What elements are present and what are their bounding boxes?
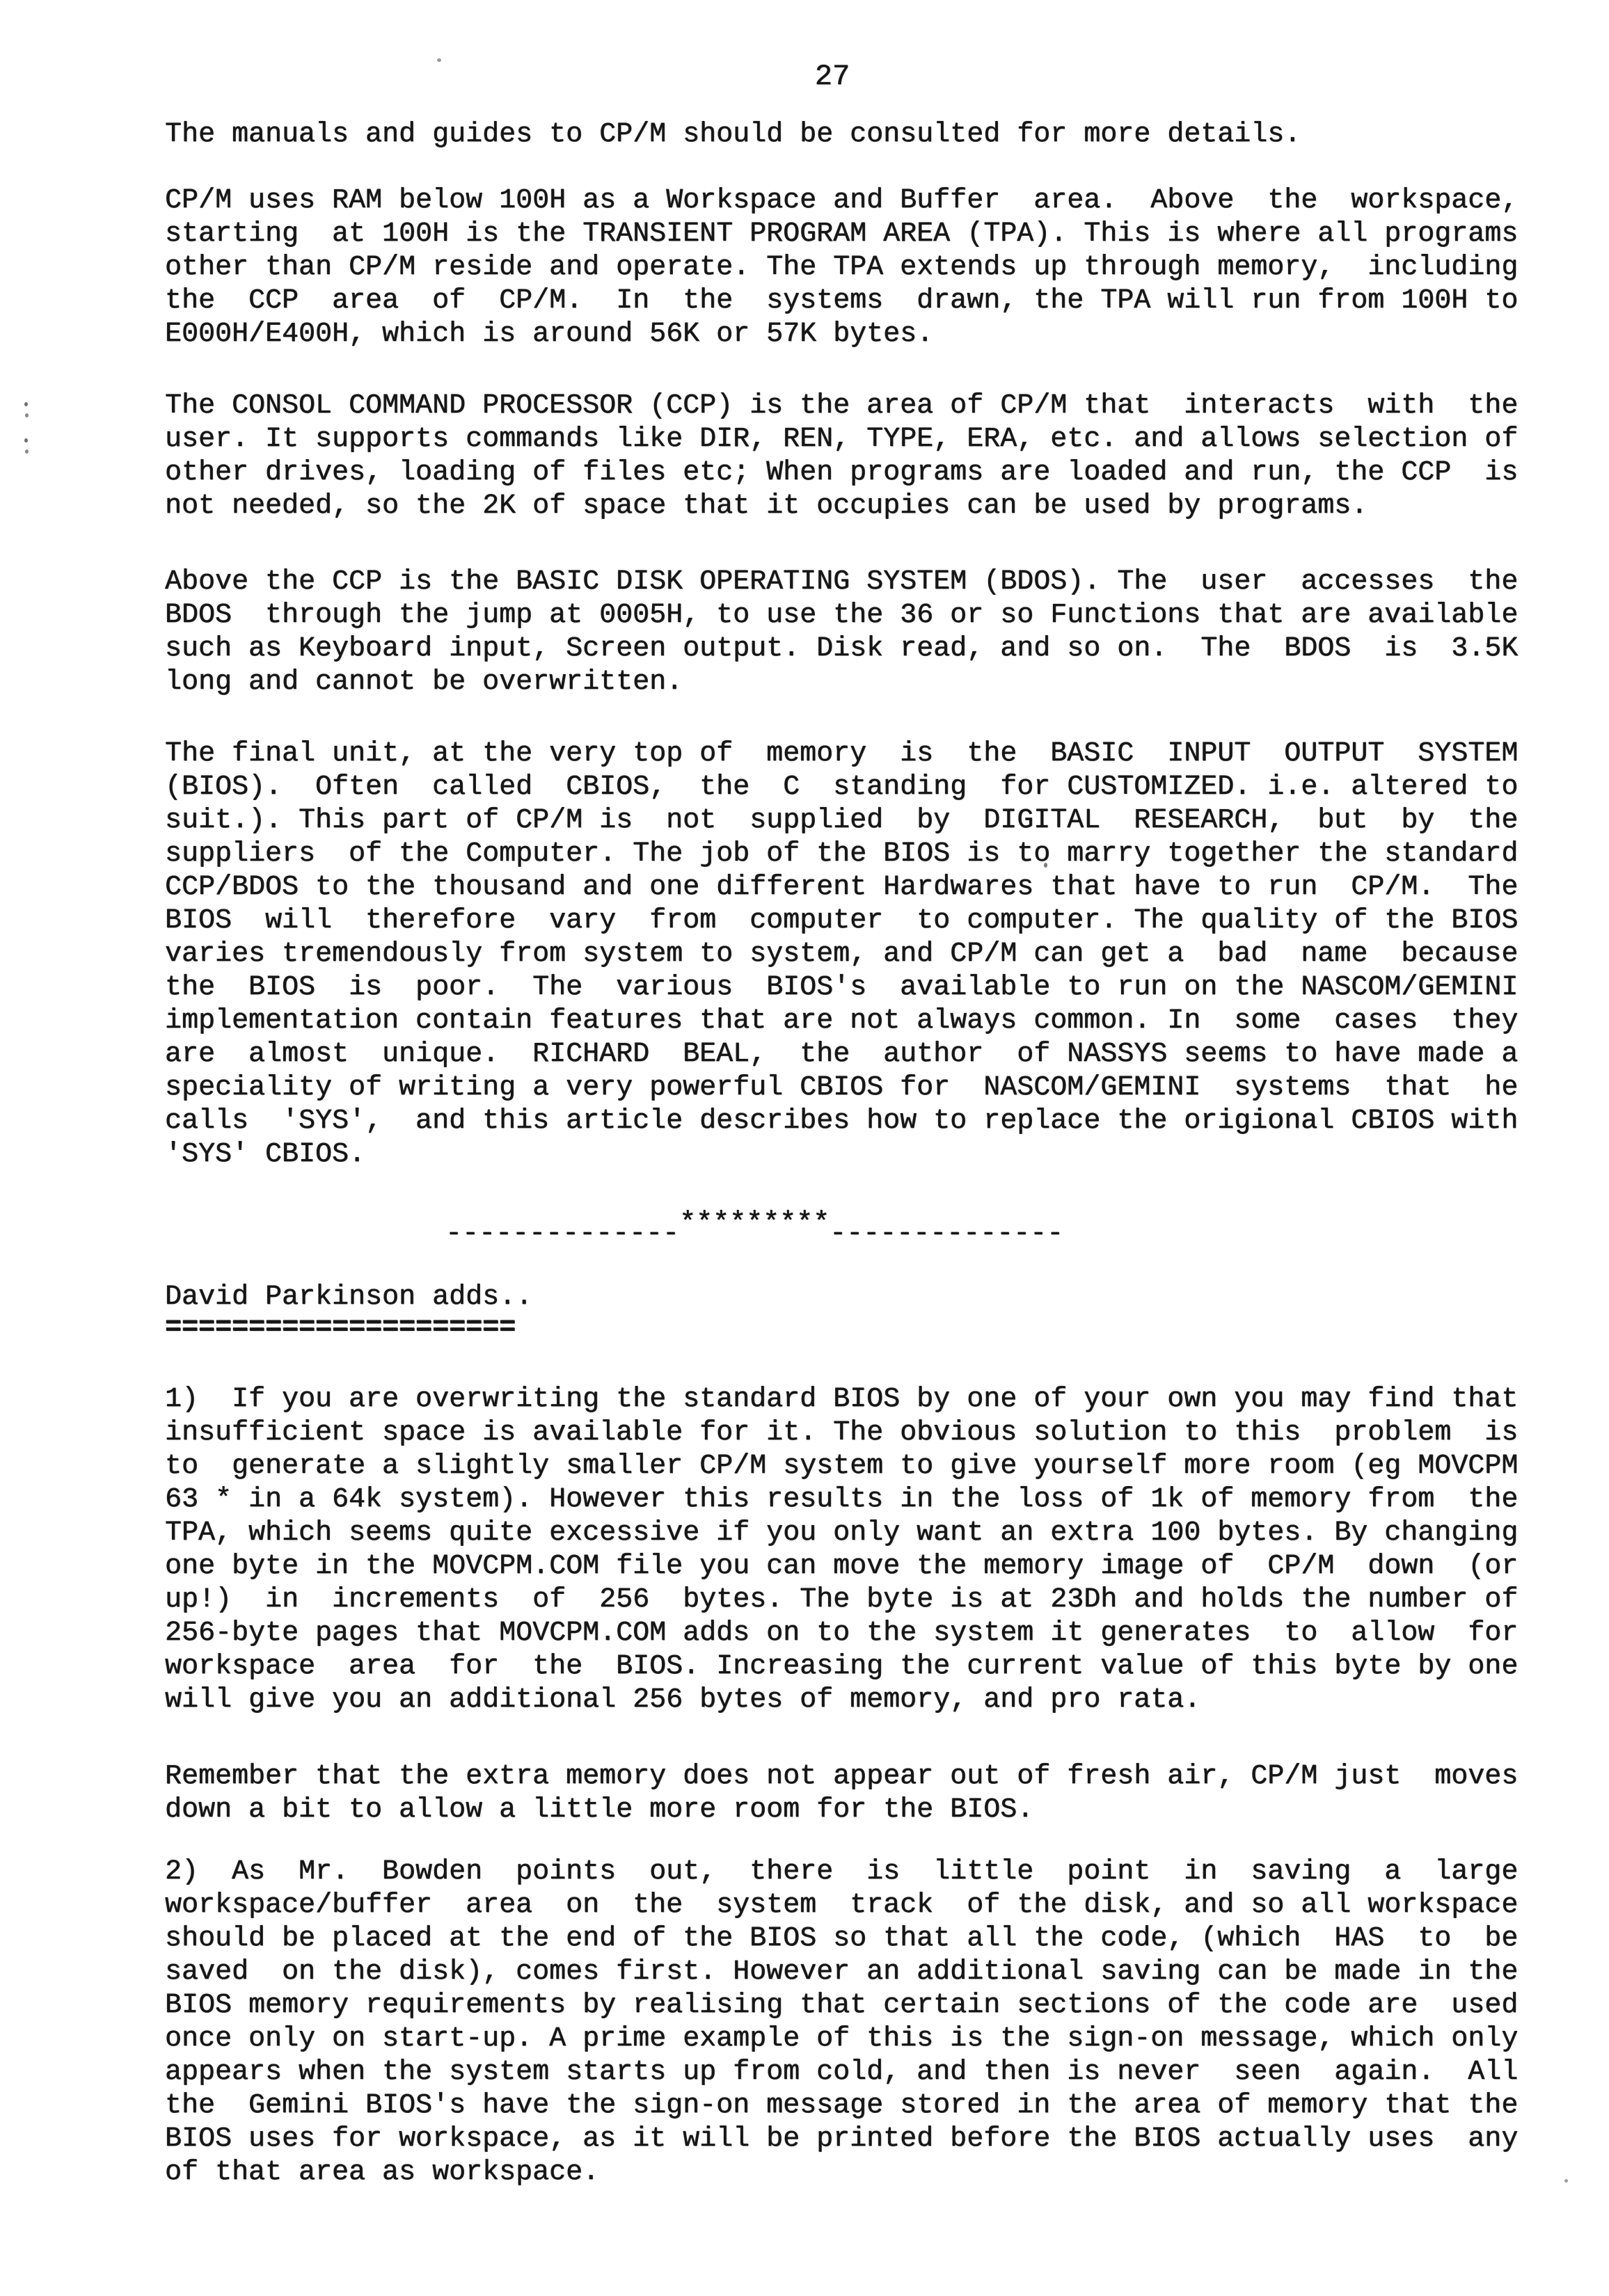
text-line: one byte in the MOVCPM.COM file you can move the memory image of CP/M down (or	[165, 1551, 1519, 1582]
text-line: BIOS memory requirements by realising that certain sections of the code are used	[165, 1990, 1519, 2021]
paragraph-ccp	[165, 390, 1550, 523]
text-line: Remember that the extra memory does not appear out of fresh air, CP/M just moves	[165, 1761, 1519, 1792]
text-line: The CONSOL COMMAND PROCESSOR (CCP) is the area of CP/M that interacts with the	[165, 390, 1519, 422]
scan-artifact	[24, 402, 28, 406]
scan-artifact	[24, 438, 28, 443]
text-line: the Gemini BIOS's have the sign-on message stored in the area of memory that the	[165, 2090, 1519, 2121]
separator-dashes-right: --------------	[830, 1218, 1064, 1250]
text-line: saved on the disk), comes first. However an additional saving can be made in the	[165, 1956, 1519, 1988]
text-line: the BIOS is poor. The various BIOS's available to run on the NASCOM/GEMINI	[165, 972, 1519, 1003]
text-line: other than CP/M reside and operate. The TPA extends up through memory, including	[165, 252, 1519, 283]
text-line: TPA, which seems quite excessive if you only want an extra 100 bytes. By changing	[165, 1517, 1519, 1549]
page-number: 27	[814, 60, 850, 93]
paragraph-note-1	[165, 1383, 1550, 1717]
text-line: CCP/BDOS to the thousand and one different Hardwares that have to run CP/M. The	[165, 872, 1519, 903]
text-line: insufficient space is available for it. The obvious solution to this problem is	[165, 1417, 1519, 1449]
text-line: The final unit, at the very top of memory is the BASIC INPUT OUTPUT SYSTEM	[165, 738, 1519, 770]
text-line: starting at 100H is the TRANSIENT PROGRAM AREA (TPA). This is where all programs	[165, 218, 1519, 250]
text-line: 1) If you are overwriting the standard BIOS by one of your own you may find that	[165, 1384, 1519, 1415]
text-line: once only on start-up. A prime example of this is the sign-on message, which only	[165, 2023, 1519, 2055]
addendum-heading	[165, 1282, 1550, 1344]
text-line: the CCP area of CP/M. In the systems drawn, the TPA will run from 100H to	[165, 285, 1519, 317]
text-line: BDOS through the jump at 0005H, to use the 36 or so Functions that are available	[165, 600, 1519, 631]
text-line: varies tremendously from system to system, and CP/M can get a bad name because	[165, 939, 1519, 970]
paragraph-note-2	[165, 1856, 1550, 2190]
text-line: 'SYS' CBIOS.	[165, 1139, 366, 1170]
text-line: 2) As Mr. Bowden points out, there is little point in saving a large	[165, 1856, 1519, 1888]
text-line: user. It supports commands like DIR, REN, TYPE, ERA, etc. and allows selection of	[165, 424, 1519, 455]
text-line: calls 'SYS', and this article describes how to replace the origional CBIOS with	[165, 1106, 1519, 1137]
paragraph-intro	[165, 118, 1550, 152]
text-line: of that area as workspace.	[165, 2157, 600, 2188]
scan-artifact	[25, 413, 29, 417]
document-body	[165, 118, 1550, 2190]
text-line: The manuals and guides to CP/M should be consulted for more details.	[165, 119, 1301, 150]
text-line: suit.). This part of CP/M is not supplied by DIGITAL RESEARCH, but by the	[165, 805, 1519, 836]
text-line: will give you an additional 256 bytes of memory, and pro rata.	[165, 1684, 1201, 1716]
text-line: to generate a slightly smaller CP/M system to give yourself more room (eg MOVCPM	[165, 1451, 1519, 1482]
paragraph-bdos	[165, 566, 1550, 699]
text-line: down a bit to allow a little more room for the BIOS.	[165, 1794, 1034, 1826]
scan-artifact	[25, 449, 29, 454]
separator-dashes-left: --------------	[445, 1218, 680, 1250]
text-line: up!) in increments of 256 bytes. The byte is at 23Dh and holds the number of	[165, 1584, 1519, 1616]
text-line: (BIOS). Often called CBIOS, the C standing for CUSTOMIZED. i.e. altered to	[165, 772, 1519, 803]
text-line: workspace/buffer area on the system track of the disk, and so all workspace	[165, 1890, 1519, 1921]
text-line: appears when the system starts up from cold, and then is never seen again. All	[165, 2057, 1519, 2088]
scan-artifact	[1564, 2179, 1568, 2183]
text-line: suppliers of the Computer. The job of the BIOS is to marry together the standard	[165, 838, 1519, 870]
text-line: long and cannot be overwritten.	[165, 667, 683, 698]
text-line: implementation contain features that are not always common. In some cases they	[165, 1005, 1519, 1037]
text-line: speciality of writing a very powerful CBIOS for NASCOM/GEMINI systems that he	[165, 1072, 1519, 1103]
addendum-title: David Parkinson adds..	[165, 1282, 533, 1313]
addendum-underline: =====================	[165, 1312, 516, 1344]
text-line: not needed, so the 2K of space that it occupies can be used by programs.	[165, 491, 1368, 522]
section-separator	[165, 1208, 1550, 1251]
text-line: 63 * in a 64k system). However this results in the loss of 1k of memory from the	[165, 1484, 1519, 1515]
text-line: Above the CCP is the BASIC DISK OPERATING SYSTEM (BDOS). The user accesses the	[165, 566, 1519, 598]
text-line: such as Keyboard input, Screen output. Disk read, and so on. The BDOS is 3.5K	[165, 633, 1519, 664]
paragraph-bios	[165, 738, 1550, 1172]
paragraph-workspace-tpa	[165, 184, 1550, 351]
separator-stars: *********	[679, 1208, 830, 1239]
paragraph-remember	[165, 1760, 1550, 1827]
text-line: BIOS uses for workspace, as it will be printed before the BIOS actually uses any	[165, 2123, 1519, 2155]
text-line: workspace area for the BIOS. Increasing the current value of this byte by one	[165, 1651, 1519, 1682]
text-line: BIOS will therefore vary from computer to computer. The quality of the BIOS	[165, 905, 1519, 936]
text-line: E000H/E400H, which is around 56K or 57K bytes.	[165, 319, 934, 350]
text-line: CP/M uses RAM below 100H as a Workspace and Buffer area. Above the workspace,	[165, 185, 1519, 216]
text-line: other drives, loading of files etc; When programs are loaded and run, the CCP is	[165, 457, 1519, 488]
separator-line	[445, 1208, 1550, 1251]
text-line: should be placed at the end of the BIOS so that all the code, (which HAS to be	[165, 1923, 1519, 1954]
scan-artifact	[437, 58, 441, 62]
text-line: are almost unique. RICHARD BEAL, the author of NASSYS seems to have made a	[165, 1039, 1519, 1070]
text-line: 256-byte pages that MOVCPM.COM adds on to the system it generates to allow for	[165, 1618, 1519, 1649]
